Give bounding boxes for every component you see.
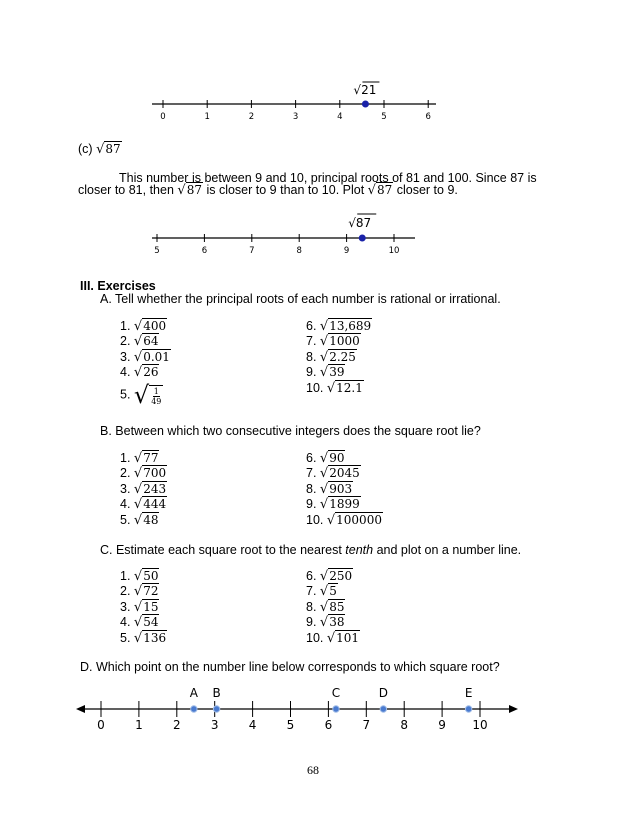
exercise-item (120, 319, 171, 334)
item-number: 8. (306, 481, 320, 496)
part-c-heading (78, 142, 122, 157)
exercise-b-left-list (120, 451, 167, 528)
exercise-item (120, 497, 167, 512)
tick-label: 1 (204, 112, 210, 122)
radical-expression: √77 (133, 451, 159, 466)
item-number: 2. (120, 334, 134, 349)
exercise-a-prompt: A. Tell whether the principal roots of each number is rational or irrational. (100, 292, 501, 306)
item-number: 3. (120, 599, 134, 614)
exercise-item (306, 513, 383, 528)
exercise-c-prompt: C. Estimate each square root to the nearest tenth and plot on a number line. (100, 543, 522, 557)
tick-label: 3 (292, 112, 299, 122)
tick-label: 9 (343, 246, 350, 256)
tick-label: 8 (400, 718, 409, 732)
exercise-item (306, 631, 360, 646)
item-number: 1. (120, 451, 134, 465)
tick-label: 7 (249, 246, 255, 256)
tick-label: 2 (172, 718, 181, 732)
tick-label: 3 (210, 718, 219, 732)
item-number: 9. (306, 615, 320, 630)
radical-expression: √444 (133, 497, 167, 513)
item-number: 8. (306, 349, 320, 364)
tick-label: 0 (97, 718, 105, 732)
item-number: 9. (306, 497, 320, 512)
tick-label: 5 (154, 246, 160, 256)
part-c-prefix: (c) (78, 142, 93, 156)
tick-label: 2 (248, 112, 255, 122)
item-number: 1. (120, 569, 134, 583)
tick-label: 4 (337, 112, 343, 122)
tick-label: 4 (248, 718, 257, 732)
radical-expression: √2045 (319, 466, 360, 482)
radical-expression: √136 (133, 630, 167, 646)
tick-label: 8 (296, 246, 302, 256)
item-number: 8. (306, 599, 320, 614)
radical-expression: √2.25 (319, 349, 356, 365)
exercise-item (306, 381, 372, 396)
item-number: 5. (120, 630, 134, 645)
point-marker (359, 235, 366, 242)
item-number: 2. (120, 584, 134, 599)
part-c-text-1: This number is between 9 and 10, principal roots of 81 and 100. Since 87 is (119, 171, 537, 185)
point-marker (191, 706, 197, 712)
item-number: 10. (306, 380, 327, 395)
item-number: 1. (120, 319, 134, 333)
radical-87: √87 (96, 142, 121, 157)
exercise-item (306, 615, 360, 630)
exercise-b-right-list (306, 451, 383, 528)
item-number: 7. (306, 466, 320, 481)
exercise-item (306, 466, 383, 481)
item-number: 9. (306, 365, 320, 380)
item-number: 4. (120, 365, 134, 380)
radical-expression: √700 (133, 466, 167, 482)
exercise-item (120, 615, 167, 630)
item-number: 7. (306, 334, 320, 349)
exercise-item (120, 569, 167, 584)
tick-label: 1 (135, 718, 143, 732)
radical-expression: √0.01 (133, 349, 170, 365)
radical-expression: √39 (319, 365, 345, 381)
radical-expression: √400 (133, 319, 167, 334)
radical-expression: √48 (133, 512, 159, 528)
exercise-item (120, 350, 171, 365)
item-number: 7. (306, 584, 320, 599)
radical-expression: √72 (133, 584, 159, 600)
radical-expression: √1899 (319, 497, 360, 513)
point-marker (380, 706, 386, 712)
point-label: √21 (353, 83, 377, 97)
exercise-d-prompt: D. Which point on the number line below corresponds to which square root? (80, 660, 500, 674)
exercise-item (120, 334, 171, 349)
left-arrow-icon (76, 705, 85, 713)
exercise-item (306, 319, 372, 334)
item-number: 3. (120, 481, 134, 496)
tick-label: 5 (286, 718, 295, 732)
radical-expression: √90 (319, 451, 345, 466)
point-letter-label: C (331, 686, 341, 700)
radical-expression: √26 (133, 365, 159, 381)
part-c-text-2: closer to 81, then √87 is closer to 9 than to 10. Plot √87 closer to 9. (78, 183, 458, 198)
radical-expression: √1000 (319, 334, 360, 350)
radical-expression: √13,689 (319, 319, 372, 334)
point-letter-label: B (212, 686, 221, 700)
radical-fraction: √ $\frac{1}{49}$ (133, 381, 162, 409)
exercise-item (120, 584, 167, 599)
radical-87-inline: √87 (177, 183, 202, 198)
exercise-item (306, 584, 360, 599)
exercise-a-left-list (120, 319, 171, 381)
exercise-a-right-list (306, 319, 372, 396)
exercise-item (306, 365, 372, 380)
tick-label: 10 (388, 246, 400, 256)
radical-expression: √64 (133, 334, 159, 350)
exercises-heading: III. Exercises (80, 279, 156, 293)
item-number: 10. (306, 512, 327, 527)
point-marker (465, 706, 471, 712)
item-number: 3. (120, 349, 134, 364)
radical-expression: √38 (319, 615, 345, 631)
point-marker (333, 706, 339, 712)
point-letter-label: D (378, 686, 388, 700)
right-arrow-icon (509, 705, 518, 713)
tick-label: 9 (438, 718, 446, 732)
radical-expression: √54 (133, 615, 159, 631)
exercise-item (306, 497, 383, 512)
item-number: 6. (306, 451, 320, 465)
point-label: √87 (348, 216, 372, 230)
exercise-c-left-list (120, 569, 167, 646)
tick-label: 6 (324, 718, 333, 732)
exercise-item (306, 334, 372, 349)
item-number: 10. (306, 630, 327, 645)
tick-label: 0 (160, 112, 166, 122)
radical-expression: √101 (326, 630, 360, 646)
exercise-item (120, 365, 171, 380)
radical-expression: √50 (133, 569, 159, 584)
item-number: 6. (306, 569, 320, 583)
radical-expression: √5 (319, 584, 337, 600)
exercise-item (120, 482, 167, 497)
item-number: 5. (120, 512, 134, 527)
exercise-item (306, 451, 383, 466)
exercise-a-item-5: 5. √ $\frac{1}{49}$ (120, 381, 162, 409)
radical-expression: √15 (133, 599, 159, 615)
radical-expression: √250 (319, 569, 353, 584)
radical-expression: √903 (319, 481, 353, 497)
exercise-c-right-list (306, 569, 360, 646)
tick-label: 6 (425, 112, 431, 122)
radical-87-inline-2: √87 (367, 183, 393, 198)
item-number: 6. (306, 319, 320, 333)
exercise-item (120, 631, 167, 646)
tick-label: 5 (381, 112, 387, 122)
point-letter-label: A (189, 686, 198, 700)
item-number: 4. (120, 497, 134, 512)
exercise-item (120, 513, 167, 528)
point-marker (362, 101, 369, 108)
point-marker (213, 706, 219, 712)
page-number: 68 (307, 763, 319, 777)
exercise-item (120, 466, 167, 481)
tick-label: 10 (472, 718, 488, 732)
exercise-item (306, 569, 360, 584)
exercise-item (306, 482, 383, 497)
exercise-b-prompt: B. Between which two consecutive integers does the square root lie? (100, 424, 481, 438)
tick-label: 7 (362, 718, 371, 732)
point-letter-label: E (464, 686, 473, 700)
exercise-item (120, 600, 167, 615)
radical-expression: √100000 (326, 512, 382, 528)
tick-label: 6 (201, 246, 208, 256)
radical-expression: √12.1 (326, 380, 363, 396)
exercise-item (306, 350, 372, 365)
radical-expression: √85 (319, 599, 345, 615)
item-number: 2. (120, 466, 134, 481)
exercise-item (120, 451, 167, 466)
item-number: 4. (120, 615, 134, 630)
exercise-item (306, 600, 360, 615)
radical-expression: √243 (133, 481, 167, 497)
